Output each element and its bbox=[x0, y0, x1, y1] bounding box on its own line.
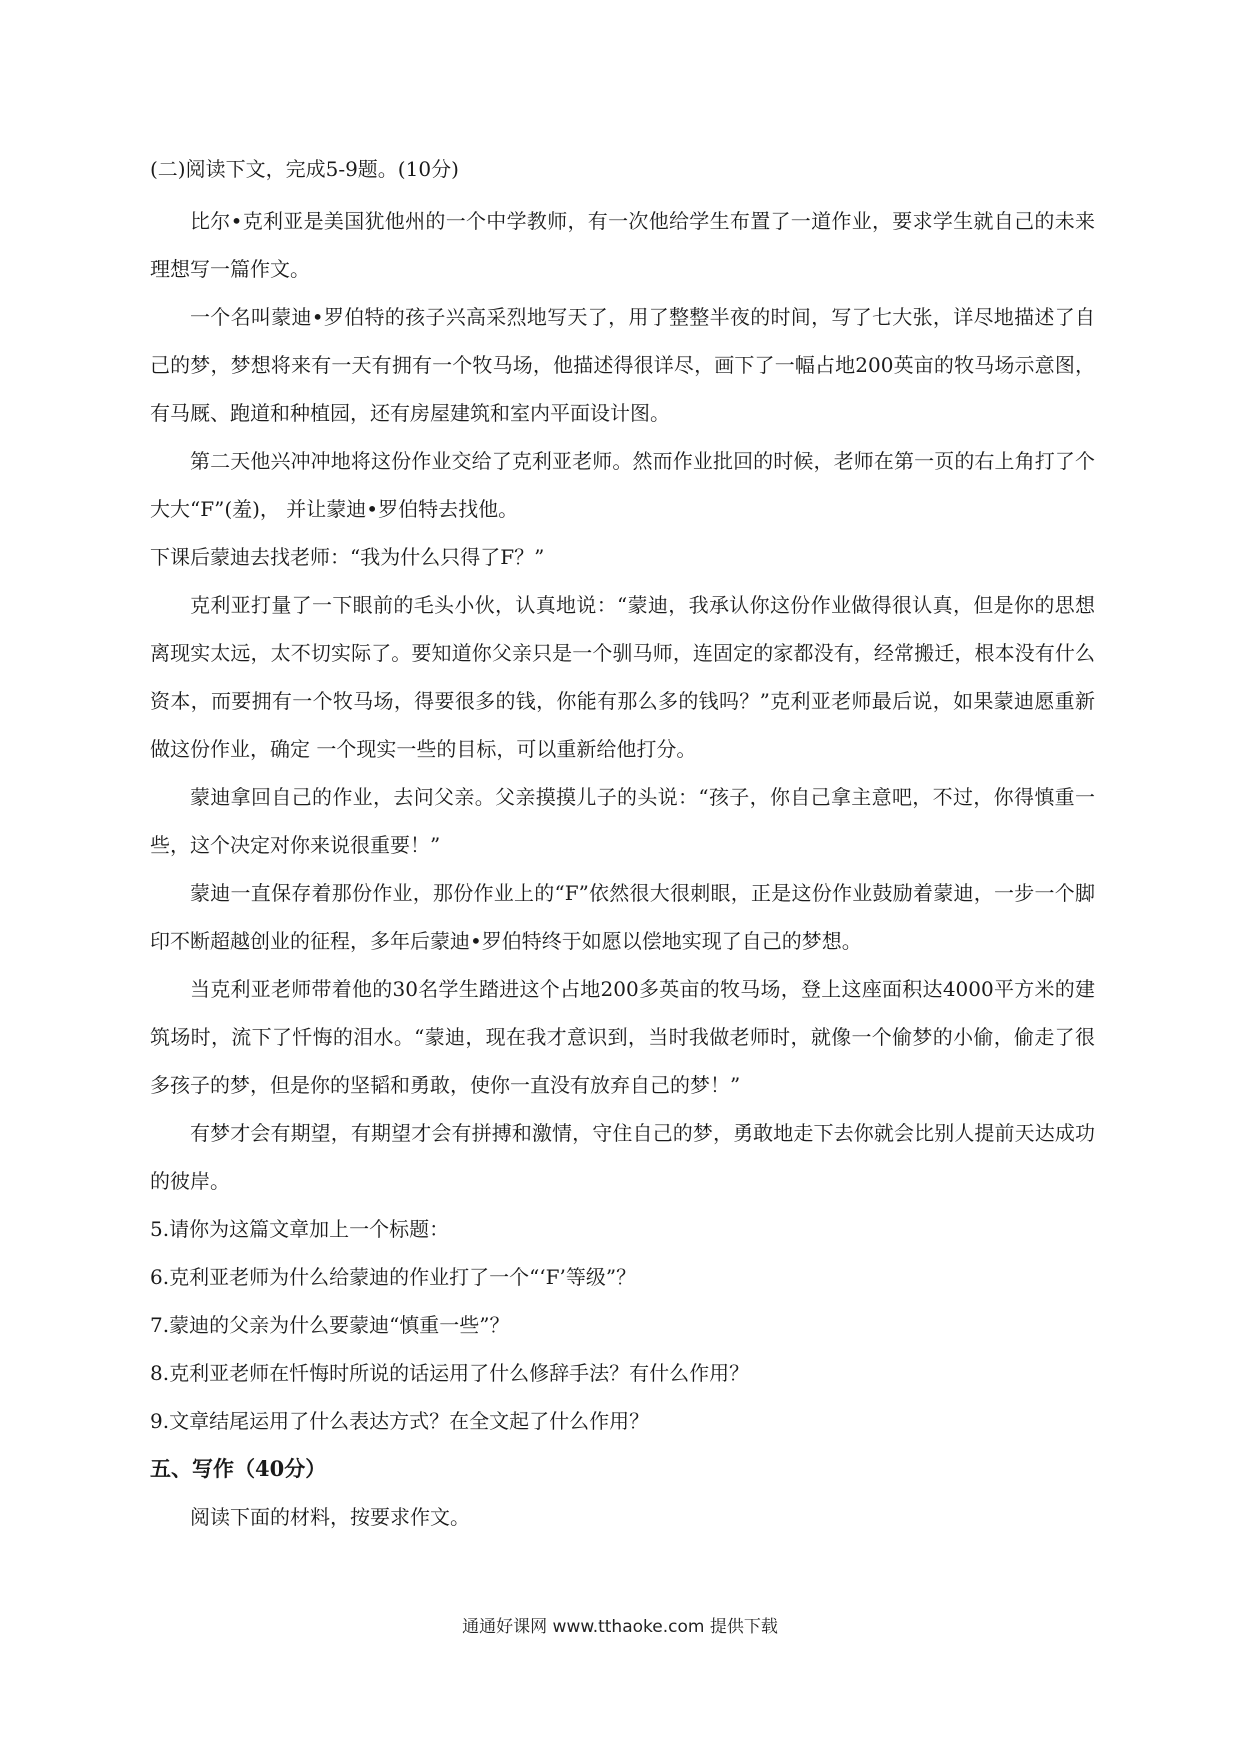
page-footer: 通通好课网 www.tthaoke.com 提供下载 bbox=[462, 1617, 778, 1637]
question-8: 8.克利亚老师在忏悔时所说的话运用了什么修辞手法？有什么作用？ bbox=[150, 1361, 750, 1385]
question-5: 5.请你为这篇文章加上一个标题： bbox=[150, 1217, 450, 1241]
paragraph-7: 蒙迪一直保存着那份作业，那份作业上的“F”依然很大很刺眼，正是这份作业鼓励着蒙迪，一步一个脚印不断超越创业的征程，多年后蒙迪•罗伯特终于如愿以偿地实现了自己的梦想。 bbox=[150, 881, 1095, 953]
question-9: 9.文章结尾运用了什么表达方式？在全文起了什么作用？ bbox=[150, 1409, 650, 1433]
paragraph-5: 克利亚打量了一下眼前的毛头小伙，认真地说：“蒙迪，我承认你这份作业做得很认真，但是你的思想离现实太远，太不切实际了。要知道你父亲只是一个驯马师，连固定的家都没有，经常搬迁，根本没有什么资本，而要拥有一个牧马场，得要很多的钱，你能有那么多的钱吗？”克利亚老师最后说，如果蒙迪愿重新做这份作业，确定 一个现实一些的目标，可以重新给他打分。 bbox=[150, 593, 1095, 761]
paragraph-1: 比尔•克利亚是美国犹他州的一个中学教师，有一次他给学生布置了一道作业，要求学生就自己的未来理想写一篇作文。 bbox=[150, 209, 1095, 281]
paragraph-3: 第二天他兴冲冲地将这份作业交给了克利亚老师。然而作业批回的时候，老师在第一页的右上角打了个大大“F”(羞)， 并让蒙迪•罗伯特去找他。 bbox=[150, 449, 1095, 521]
paragraph-9: 有梦才会有期望，有期望才会有拼搏和激情，守住自己的梦，勇敢地走下去你就会比别人提前天达成功的彼岸。 bbox=[150, 1121, 1095, 1193]
paragraph-4: 下课后蒙迪去找老师：“我为什么只得了F？” bbox=[150, 545, 545, 569]
paragraph-8: 当克利亚老师带着他的30名学生踏进这个占地200多英亩的牧马场，登上这座面积达4000平方米的建筑场时，流下了忏悔的泪水。“蒙迪，现在我才意识到，当时我做老师时，就像一个偷梦的小偷，偷走了很多孩子的梦，但是你的坚韬和勇敢，使你一直没有放弃自己的梦！” bbox=[150, 977, 1095, 1097]
question-7: 7.蒙迪的父亲为什么要蒙迪“慎重一些”？ bbox=[150, 1313, 510, 1337]
paragraph-2: 一个名叫蒙迪•罗伯特的孩子兴高采烈地写天了，用了整整半夜的时间，写了七大张，详尽地描述了自己的梦，梦想将来有一天有拥有一个牧马场，他描述得很详尽，画下了一幅占地200英亩的牧马场示意图，有马厩、跑道和种植园，还有房屋建筑和室内平面设计图。 bbox=[150, 305, 1095, 425]
question-6: 6.克利亚老师为什么给蒙迪的作业打了一个“‘F’等级”？ bbox=[150, 1265, 637, 1289]
paragraph-6: 蒙迪拿回自己的作业，去问父亲。父亲摸摸儿子的头说：“孩子，你自己拿主意吧，不过，你得慎重一些，这个决定对你来说很重要！” bbox=[150, 785, 1095, 857]
writing-instruction: 阅读下面的材料，按要求作文。 bbox=[190, 1505, 470, 1529]
writing-heading: 五、写作（40分） bbox=[150, 1456, 327, 1481]
section-intro: (二)阅读下文，完成5-9题。(10分) bbox=[150, 157, 459, 181]
document-body bbox=[150, 155, 1095, 1541]
